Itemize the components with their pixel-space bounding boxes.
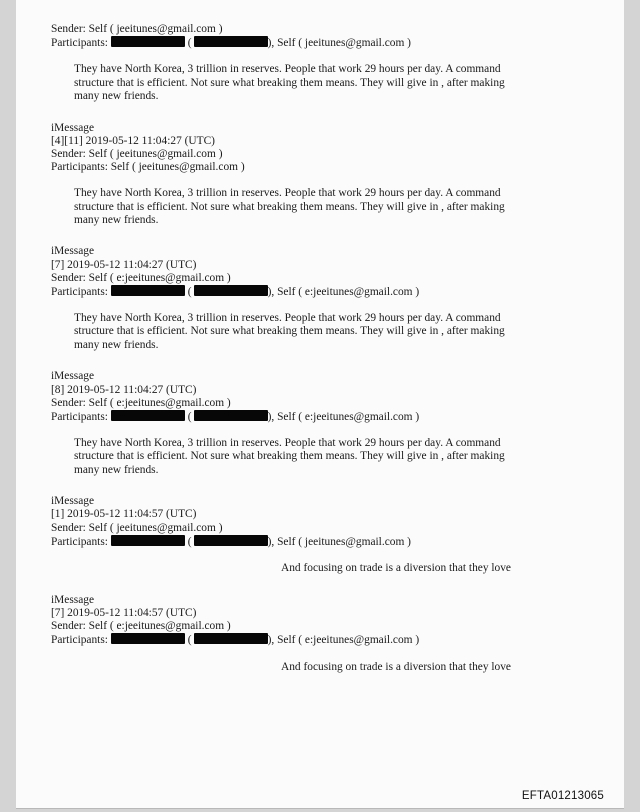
record-index-timestamp: [8] 2019-05-12 11:04:27 (UTC) — [51, 383, 197, 396]
record-index-timestamp: [7] 2019-05-12 11:04:57 (UTC) — [51, 607, 197, 619]
participants-self: ), Self ( jeeitunes@gmail.com ) — [267, 535, 411, 548]
record-app-name: iMessage — [51, 245, 95, 258]
participants-self: ), Self ( jeeitunes@gmail.com ) — [267, 37, 411, 50]
record-app-name: iMessage — [51, 370, 95, 383]
message-record — [51, 495, 521, 575]
message-record — [51, 23, 521, 103]
open-paren: ( — [184, 286, 192, 299]
record-sender: Sender: Self ( e:jeeitunes@gmail.com ) — [51, 620, 231, 633]
message-text: They have North Korea, 3 trillion in reserves. People that work 29 hours per day. A command structure that is efficient. Not sure what breaking them means. They will give in , after making many new friends. — [74, 187, 505, 226]
record-sender: Sender: Self ( jeeitunes@gmail.com ) — [51, 147, 223, 160]
redaction-bar — [194, 36, 268, 47]
record-sender: Sender: Self ( jeeitunes@gmail.com ) — [51, 23, 223, 35]
participants-label: Participants: Self ( jeeitunes@gmail.com ) — [51, 161, 245, 174]
redaction-bar — [111, 535, 185, 546]
participants-self: ), Self ( e:jeeitunes@gmail.com ) — [267, 286, 420, 299]
record-app-name: iMessage — [51, 121, 95, 134]
message-text: And focusing on trade is a diversion that they love — [281, 660, 511, 673]
participants-self: ), Self ( e:jeeitunes@gmail.com ) — [267, 410, 420, 423]
record-index-timestamp: [4][11] 2019-05-12 11:04:27 (UTC) — [51, 134, 215, 147]
open-paren: ( — [184, 634, 192, 647]
record-app-name: iMessage — [51, 495, 95, 508]
redaction-bar — [194, 285, 268, 296]
record-sender: Sender: Self ( e:jeeitunes@gmail.com ) — [51, 271, 231, 284]
participants-label: Participants: — [51, 410, 108, 423]
record-app-name: iMessage — [51, 593, 95, 606]
record-participants — [51, 410, 521, 424]
participants-label: Participants: — [51, 535, 108, 548]
record-index-timestamp: [1] 2019-05-12 11:04:57 (UTC) — [51, 508, 197, 521]
message-text: And focusing on trade is a diversion that they love — [281, 562, 511, 575]
bates-number: EFTA01213065 — [521, 790, 604, 802]
record-sender: Sender: Self ( e:jeeitunes@gmail.com ) — [51, 396, 231, 409]
message-text: They have North Korea, 3 trillion in reserves. People that work 29 hours per day. A command structure that is efficient. Not sure what breaking them means. They will give in , after making many new friends. — [74, 437, 505, 476]
participants-self: ), Self ( e:jeeitunes@gmail.com ) — [267, 634, 420, 647]
redaction-bar — [194, 535, 268, 546]
record-sender: Sender: Self ( jeeitunes@gmail.com ) — [51, 521, 223, 534]
open-paren: ( — [184, 37, 192, 50]
record-participants — [51, 633, 521, 647]
message-record — [51, 370, 521, 476]
redaction-bar — [194, 633, 268, 644]
record-participants — [51, 535, 521, 549]
participants-label: Participants: — [51, 634, 108, 647]
participants-label: Participants: — [51, 286, 108, 299]
record-participants — [51, 161, 521, 174]
document-page — [16, 0, 624, 809]
record-participants — [51, 285, 521, 299]
open-paren: ( — [184, 410, 192, 423]
redaction-bar — [194, 410, 268, 421]
message-log — [51, 23, 521, 692]
message-record — [51, 594, 521, 674]
participants-label: Participants: — [51, 37, 108, 50]
message-record — [51, 245, 521, 351]
redaction-bar — [111, 285, 185, 296]
redaction-bar — [111, 633, 185, 644]
message-text: They have North Korea, 3 trillion in reserves. People that work 29 hours per day. A command structure that is efficient. Not sure what breaking them means. They will give in , after making many new friends. — [74, 312, 505, 351]
message-text: They have North Korea, 3 trillion in reserves. People that work 29 hours per day. A command structure that is efficient. Not sure what breaking them means. They will give in , after making many new friends. — [74, 63, 505, 102]
record-index-timestamp: [7] 2019-05-12 11:04:27 (UTC) — [51, 258, 197, 271]
open-paren: ( — [184, 535, 192, 548]
redaction-bar — [111, 36, 185, 47]
record-participants — [51, 36, 521, 50]
message-record — [51, 122, 521, 227]
redaction-bar — [111, 410, 185, 421]
